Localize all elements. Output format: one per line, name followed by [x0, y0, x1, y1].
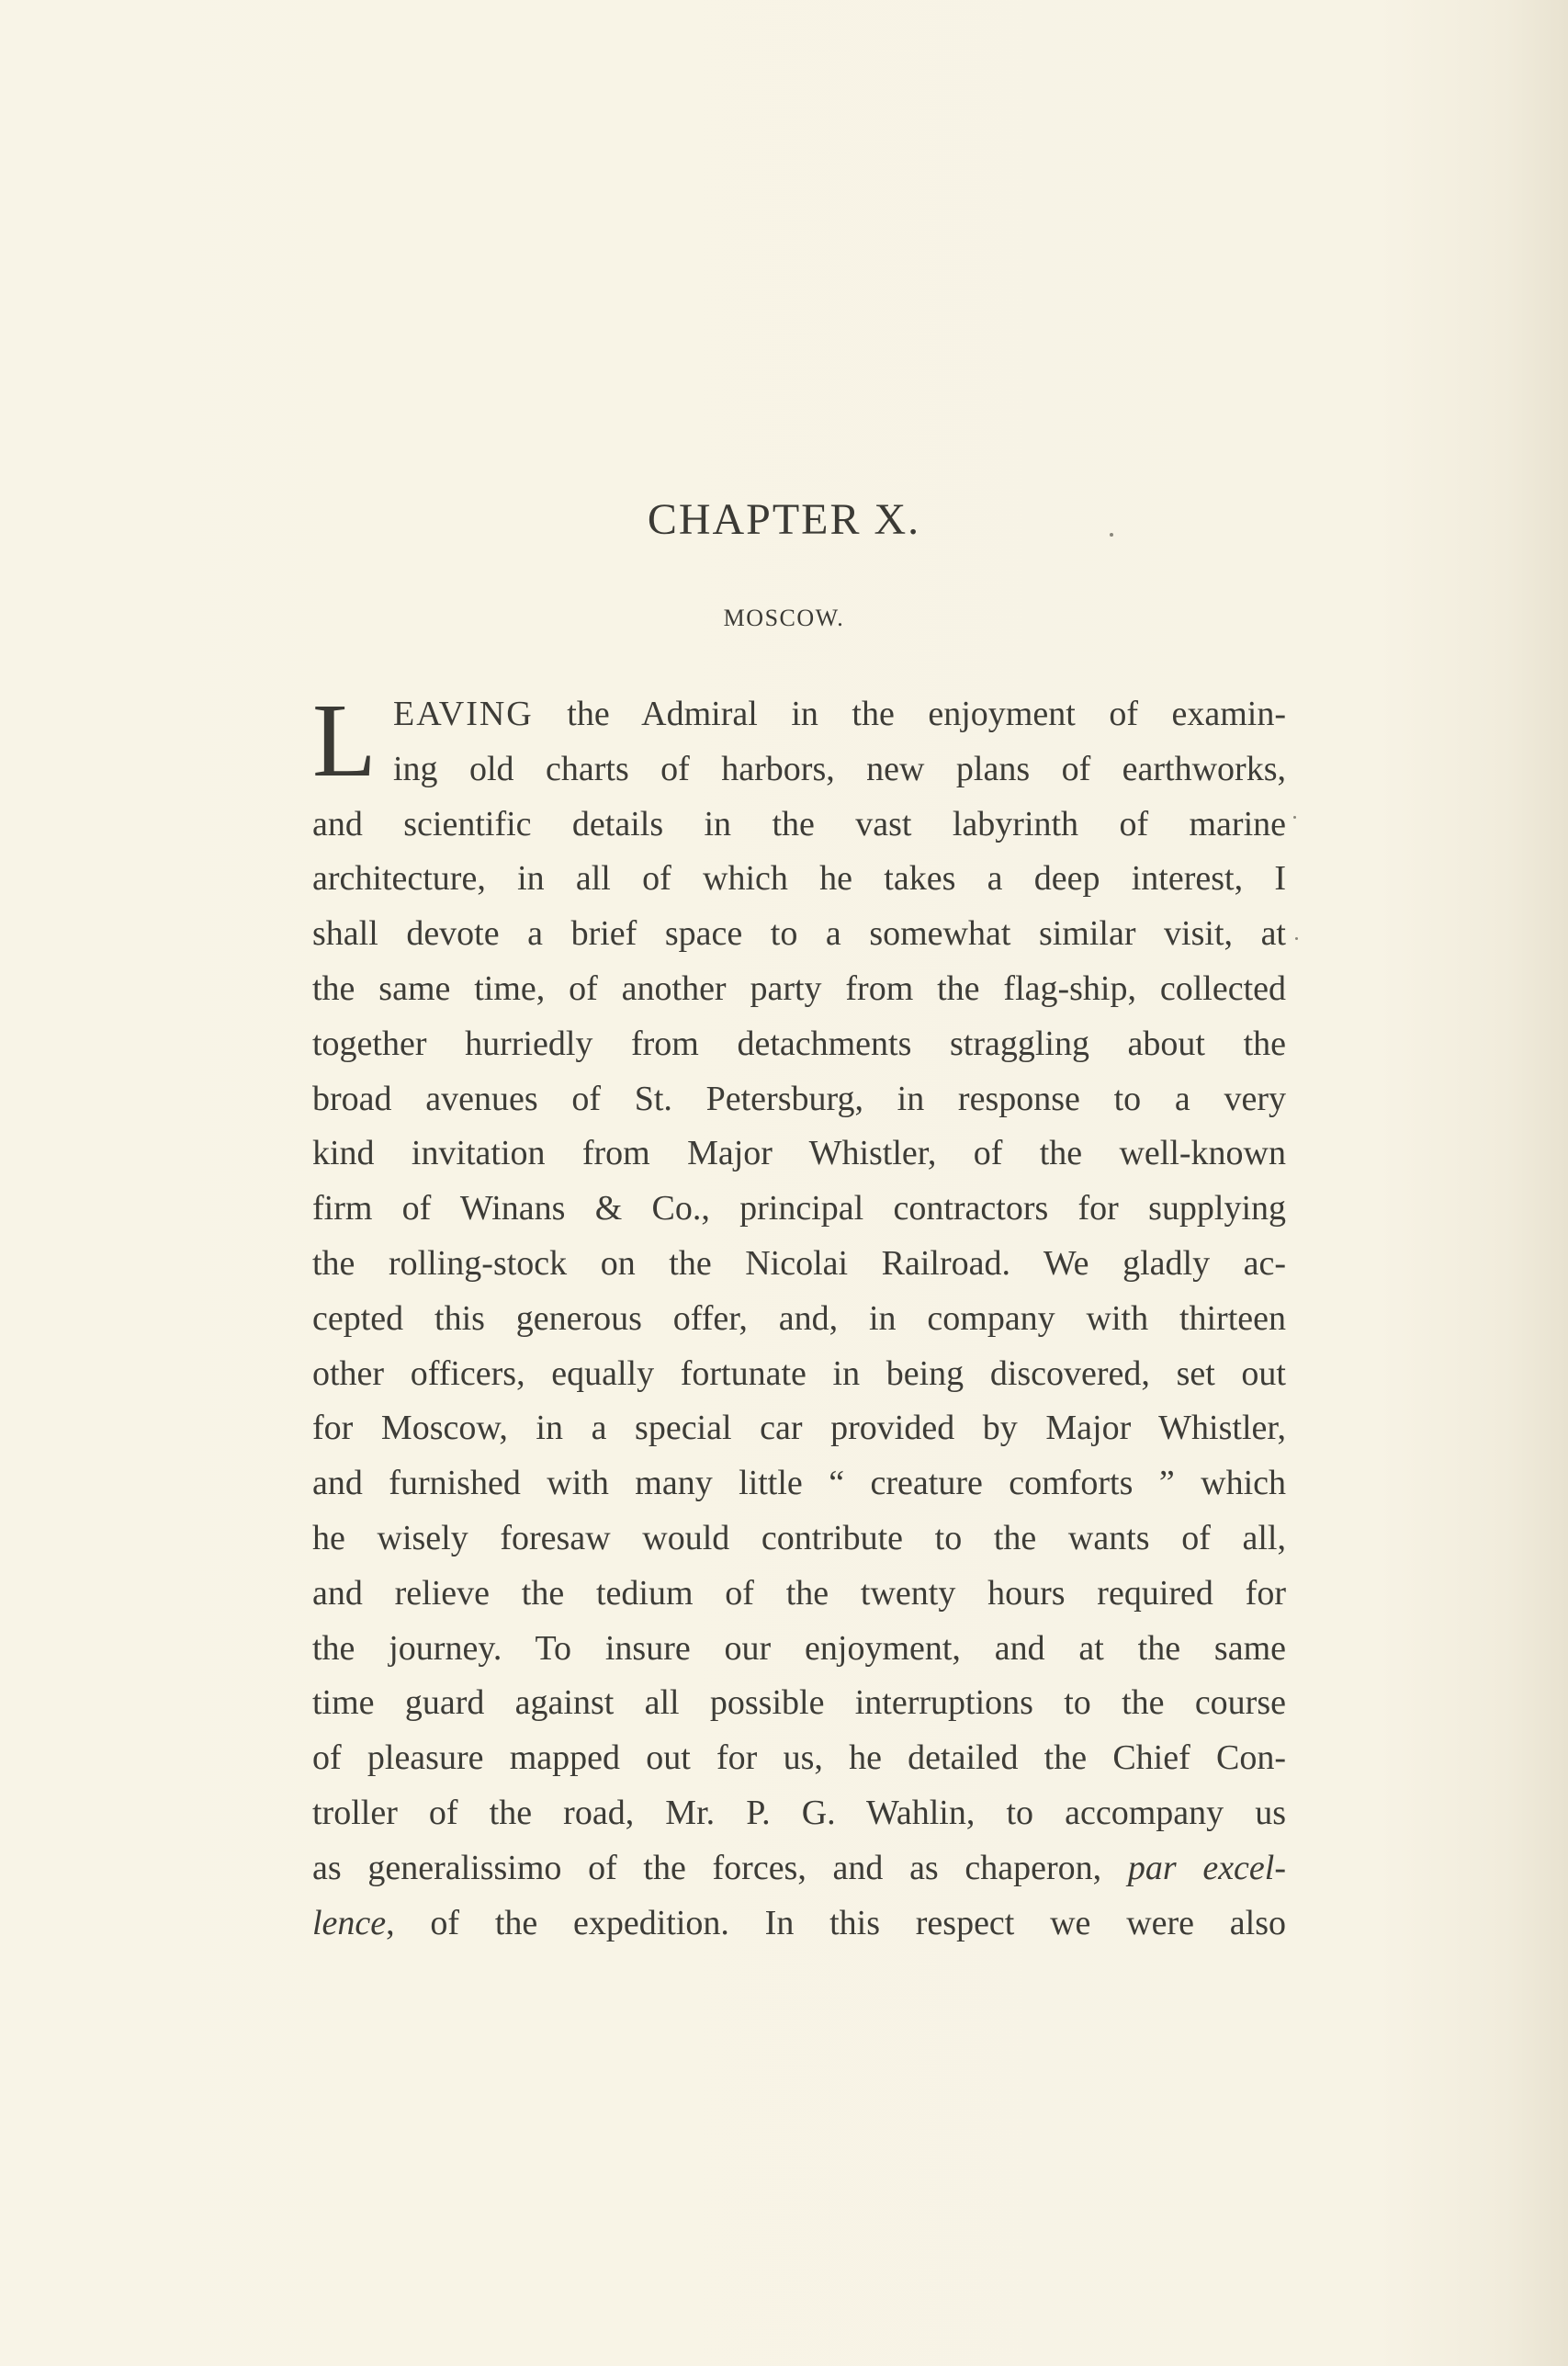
- text-line: together hurriedly from detachments straggling about the: [312, 1024, 1286, 1063]
- line-text: , of the expedition. In this respect we were also: [386, 1903, 1286, 1942]
- text-line: the rolling-stock on the Nicolai Railroad. We gladly ac-: [312, 1243, 1286, 1283]
- text-line: [312, 1841, 1286, 1896]
- text-line: architecture, in all of which he takes a deep interest, I: [312, 859, 1286, 899]
- text-line: other officers, equally fortunate in being discovered, set out: [312, 1353, 1286, 1393]
- text-line: troller of the road, Mr. P. G. Wahlin, to accompany us: [312, 1793, 1286, 1832]
- line-text: as generalissimo of the forces, and as chaperon,: [312, 1848, 1102, 1887]
- text-line: ing old charts of harbors, new plans of earthworks,: [393, 749, 1286, 788]
- text-line: broad avenues of St. Petersburg, in response to a very: [312, 1079, 1286, 1118]
- first-line-text: the Admiral in the enjoyment of examin-: [567, 695, 1286, 733]
- text-line: of pleasure mapped out for us, he detailed the Chief Con-: [312, 1738, 1286, 1778]
- text-line: cepted this generous offer, and, in company with thirteen: [312, 1298, 1286, 1338]
- text-line: time guard against all possible interruptions to the course: [312, 1683, 1286, 1723]
- text-line: and scientific details in the vast labyrinth of marine: [312, 804, 1286, 843]
- text-line: kind invitation from Major Whistler, of the well-known: [312, 1134, 1286, 1173]
- drop-cap: L: [312, 682, 377, 798]
- text-line: [312, 1896, 1286, 1952]
- text-line: [312, 687, 1286, 742]
- chapter-body: [312, 682, 1286, 1951]
- first-word: EAVING: [393, 695, 534, 733]
- italic-phrase: par excel-: [1127, 1848, 1286, 1887]
- text-line: he wisely foresaw would contribute to the wants of all,: [312, 1518, 1286, 1557]
- paper-speck: [1295, 937, 1298, 940]
- paper-speck: [1293, 816, 1296, 819]
- chapter-subtitle: MOSCOW.: [723, 605, 845, 631]
- text-line: the same time, of another party from the flag-ship, collected: [312, 968, 1286, 1008]
- text-line: and furnished with many little “ creature comforts ” which: [312, 1464, 1286, 1503]
- text-line: firm of Winans & Co., principal contractors for supplying: [312, 1189, 1286, 1228]
- paper-speck: [1110, 533, 1113, 537]
- italic-phrase: lence: [312, 1903, 387, 1942]
- chapter-title: CHAPTER X.: [647, 495, 921, 544]
- text-line: and relieve the tedium of the twenty hours required for: [312, 1573, 1286, 1613]
- text-line: for Moscow, in a special car provided by Major Whistler,: [312, 1409, 1286, 1448]
- text-line: the journey. To insure our enjoyment, and at the same: [312, 1628, 1286, 1668]
- text-line: shall devote a brief space to a somewhat similar visit, at: [312, 914, 1286, 954]
